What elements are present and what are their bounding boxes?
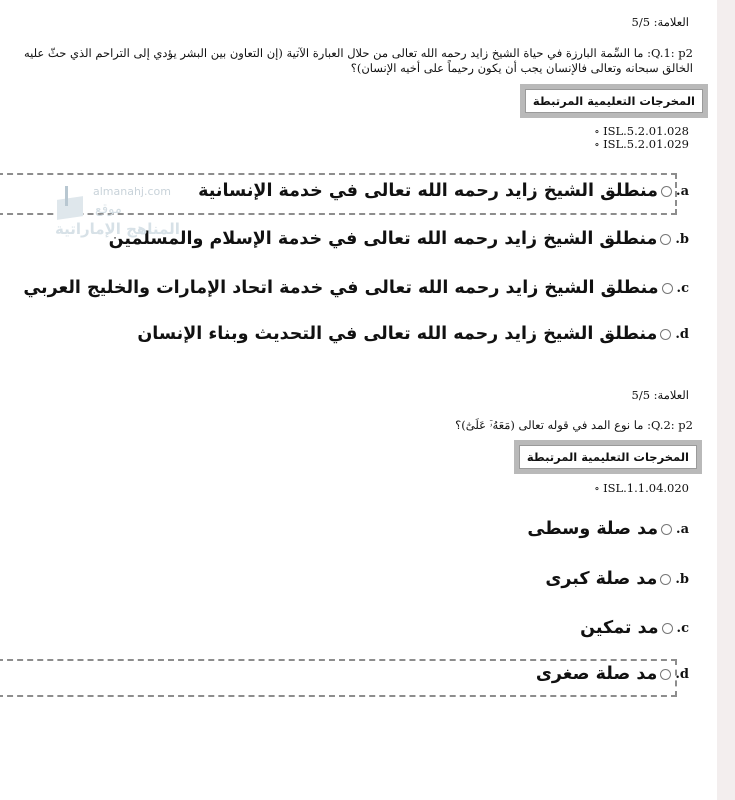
- radio-button-icon[interactable]: [660, 234, 671, 245]
- q1-outcome-code: ISL.5.2.01.028 ∘: [594, 125, 689, 138]
- watermark-arabic-2: المناهج الإماراتية: [55, 220, 180, 238]
- q1-learning-outcomes-button[interactable]: المخرجات التعليمية المرتبطة: [520, 84, 708, 118]
- q2-outcome-codes: [594, 482, 689, 495]
- q1-outcome-code: ISL.5.2.01.029 ∘: [594, 138, 689, 151]
- q2-option-a[interactable]: [527, 519, 717, 539]
- option-letter: a.: [676, 521, 689, 537]
- option-letter: d.: [675, 666, 689, 682]
- watermark-arabic-1: موقع: [95, 202, 122, 217]
- q2-outcome-code: ISL.1.1.04.020 ∘: [594, 482, 689, 495]
- option-text: منطلق الشيخ زايد رحمه الله تعالى في خدمة اتحاد الإمارات والخليج العربي: [23, 278, 659, 298]
- radio-button-icon[interactable]: [660, 669, 671, 680]
- option-letter: d.: [675, 326, 689, 342]
- option-text: مد صلة كبرى: [545, 569, 658, 589]
- option-text: مد صلة صغرى: [535, 664, 658, 684]
- q2-question-text: Q.2: p2: ما نوع المد في قوله تعالى (مَعَهُۥٓ عَلَىٰٓ)؟: [455, 418, 693, 432]
- option-text: مد تمكين: [580, 618, 659, 638]
- q2-option-c[interactable]: [580, 618, 717, 638]
- option-text: منطلق الشيخ زايد رحمه الله تعالى في خدمة الإسلام والمسلمين: [108, 229, 658, 249]
- q1-outcome-codes: [594, 125, 689, 151]
- option-text: مد صلة وسطى: [527, 519, 659, 539]
- radio-button-icon[interactable]: [661, 186, 672, 197]
- option-letter: c.: [676, 620, 689, 636]
- option-letter: b.: [675, 231, 689, 247]
- q2-score: العلامة: 5/5: [631, 388, 689, 402]
- option-letter: b.: [675, 571, 689, 587]
- watermark-latin: almanahj.com: [93, 185, 171, 198]
- option-text: منطلق الشيخ زايد رحمه الله تعالى في التحديث وبناء الإنسان: [137, 324, 658, 344]
- q2-option-b[interactable]: [545, 569, 717, 589]
- q1-option-b[interactable]: [109, 229, 717, 249]
- radio-button-icon[interactable]: [662, 623, 673, 634]
- option-text: منطلق الشيخ زايد رحمه الله تعالى في خدمة الإنسانية: [198, 181, 659, 201]
- q1-score: العلامة: 5/5: [631, 15, 689, 29]
- radio-button-icon[interactable]: [661, 524, 672, 535]
- q1-question-text: Q.1: p2: ما السِّمة البارزة في حياة الشيخ زايد رحمه الله تعالى من حلال العبارة الآتية (إن التعاون بين البشر يؤدي إلى التراحم الذي حثّ عليه الخالق سبحانه وتعالى فالإنسان يجب أن يكون رحيماً على أخيه الإنسان)؟: [23, 46, 693, 75]
- q1-option-a[interactable]: [198, 181, 717, 201]
- radio-button-icon[interactable]: [662, 283, 673, 294]
- option-letter: a.: [676, 183, 689, 199]
- q1-option-c[interactable]: [23, 278, 717, 298]
- option-letter: c.: [676, 280, 689, 296]
- q2-learning-outcomes-button[interactable]: المخرجات التعليمية المرتبطة: [514, 440, 702, 474]
- radio-button-icon[interactable]: [660, 574, 671, 585]
- q1-option-d[interactable]: [137, 324, 717, 344]
- q2-option-d[interactable]: [536, 664, 717, 684]
- radio-button-icon[interactable]: [660, 329, 671, 340]
